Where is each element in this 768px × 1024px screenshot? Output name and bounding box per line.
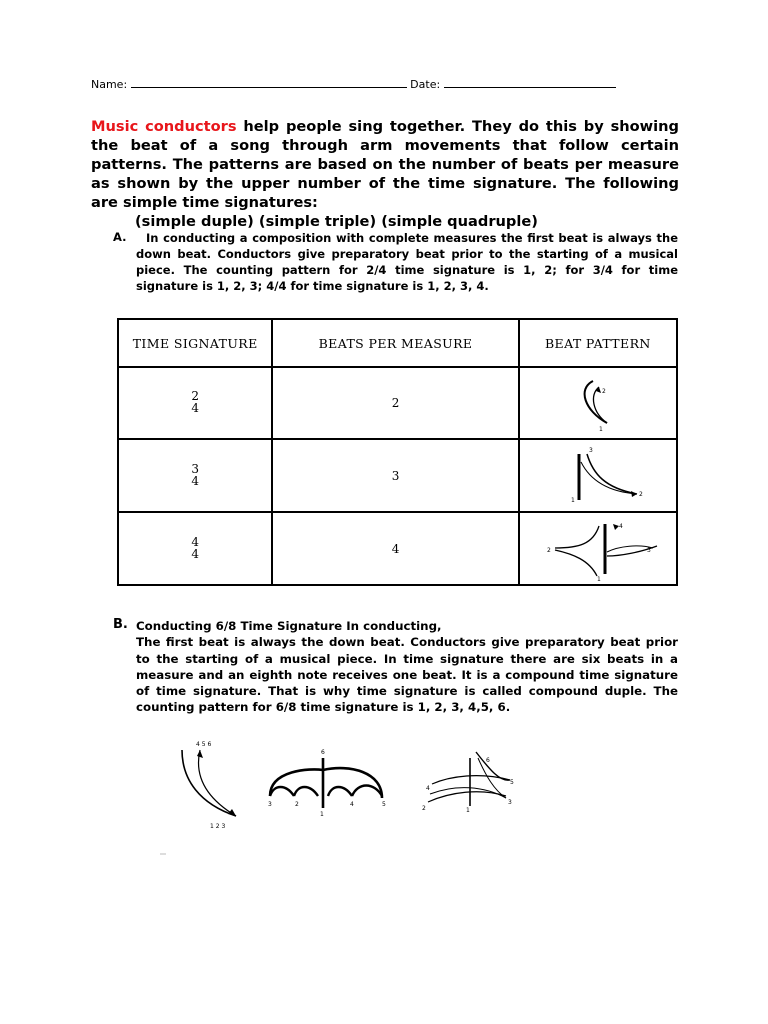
pattern-cell <box>519 367 677 439</box>
duple-pattern-diagram <box>563 373 633 433</box>
pattern-cell <box>519 439 677 512</box>
fig3-num: 2 <box>422 805 426 812</box>
fig1-bottom-label: 1 2 3 <box>210 823 226 830</box>
table-row <box>118 367 677 439</box>
time-signature-cell <box>118 367 272 439</box>
section-a-text: In conducting a composition with complete measures the first beat is always the down beat. Conductors give preparatory beat prior to the starting of a musical piece. The counting pattern for 2/4 time signature is 1, 2; for 3/4 for time signature is 1, 2, 3; 4/4 for time signature is 1, 2, 3, 4. <box>136 231 678 293</box>
beats-cell: 2 <box>272 367 518 439</box>
table-row <box>118 512 677 585</box>
fig2-num: 3 <box>268 801 272 808</box>
svg-text:2: 2 <box>601 388 606 395</box>
header-beat-pattern: BEAT PATTERN <box>519 319 677 367</box>
ts-bottom: 4 <box>191 473 199 488</box>
fig3-num: 1 <box>466 807 470 814</box>
triple-pattern-diagram <box>543 444 653 508</box>
six-eight-pattern-figures <box>160 736 560 856</box>
date-label: Date: <box>410 78 441 91</box>
section-a-letter: A. <box>113 230 127 244</box>
name-date-line <box>91 78 651 91</box>
ts-top: 3 <box>191 461 199 476</box>
simple-signatures-list: (simple duple) (simple triple) (simple quadruple) <box>135 213 538 230</box>
section-b-title: Conducting 6/8 Time Signature In conducting, <box>136 619 442 633</box>
table-header-row <box>118 319 677 367</box>
svg-text:1: 1 <box>570 496 575 504</box>
header-time-signature: TIME SIGNATURE <box>118 319 272 367</box>
name-label: Name: <box>91 78 128 91</box>
time-signature-cell <box>118 512 272 585</box>
ts-top: 4 <box>191 534 199 549</box>
fig3-num: 4 <box>426 785 430 792</box>
section-b-letter: B. <box>113 617 128 632</box>
six-eight-crossing-diagram <box>422 752 514 814</box>
date-blank[interactable] <box>444 78 616 88</box>
quadruple-pattern-diagram <box>533 516 663 582</box>
section-b-paragraph <box>136 618 678 716</box>
fig3-num: 3 <box>508 799 512 806</box>
svg-text:2: 2 <box>638 490 643 498</box>
svg-text:3: 3 <box>646 546 651 554</box>
fig3-num: 5 <box>510 779 514 786</box>
table-row <box>118 439 677 512</box>
intro-paragraph <box>91 117 679 231</box>
header-beats-per-measure: BEATS PER MEASURE <box>272 319 518 367</box>
intro-text: help people sing together. They do this by showing the beat of a song through arm movements that follow certain patterns. The patterns are based on the number of beats per measure as shown by the upper number of the time signature. The following are simple time signatures: <box>91 118 679 211</box>
svg-text:4: 4 <box>618 522 623 530</box>
fig1-top-label: 4 5 6 <box>196 741 212 748</box>
fig3-num: 6 <box>486 757 490 764</box>
ts-bottom: 4 <box>191 401 199 415</box>
svg-text:1: 1 <box>598 426 603 433</box>
fig2-top-label: 6 <box>321 749 325 756</box>
beats-cell: 3 <box>272 439 518 512</box>
fig2-num: 2 <box>295 801 299 808</box>
beat-pattern-table <box>117 318 678 586</box>
fig2-num: 4 <box>350 801 354 808</box>
six-eight-duple-diagram <box>182 741 236 830</box>
svg-text:1: 1 <box>596 575 601 582</box>
fig2-num: 1 <box>320 811 324 818</box>
fig2-num: 5 <box>382 801 386 808</box>
name-blank[interactable] <box>131 78 407 88</box>
section-b-text: The first beat is always the down beat. Conductors give preparatory beat prior to the starting of a musical piece. In time signature there are six beats in a measure and an eighth note receives one beat. It is a compound time signature of time signature. That is why time signature is called compound duple. The counting pattern for 6/8 time signature is 1, 2, 3, 4,5, 6. <box>136 635 678 715</box>
pattern-cell <box>519 512 677 585</box>
six-eight-arch-diagram <box>268 749 386 818</box>
svg-text:2: 2 <box>546 546 551 554</box>
intro-highlight: Music conductors <box>91 118 237 135</box>
ts-top: 2 <box>191 389 199 403</box>
time-signature-cell <box>118 439 272 512</box>
ts-bottom: 4 <box>191 546 199 561</box>
svg-text:3: 3 <box>588 446 593 454</box>
beats-cell: 4 <box>272 512 518 585</box>
section-a-paragraph <box>136 230 678 294</box>
